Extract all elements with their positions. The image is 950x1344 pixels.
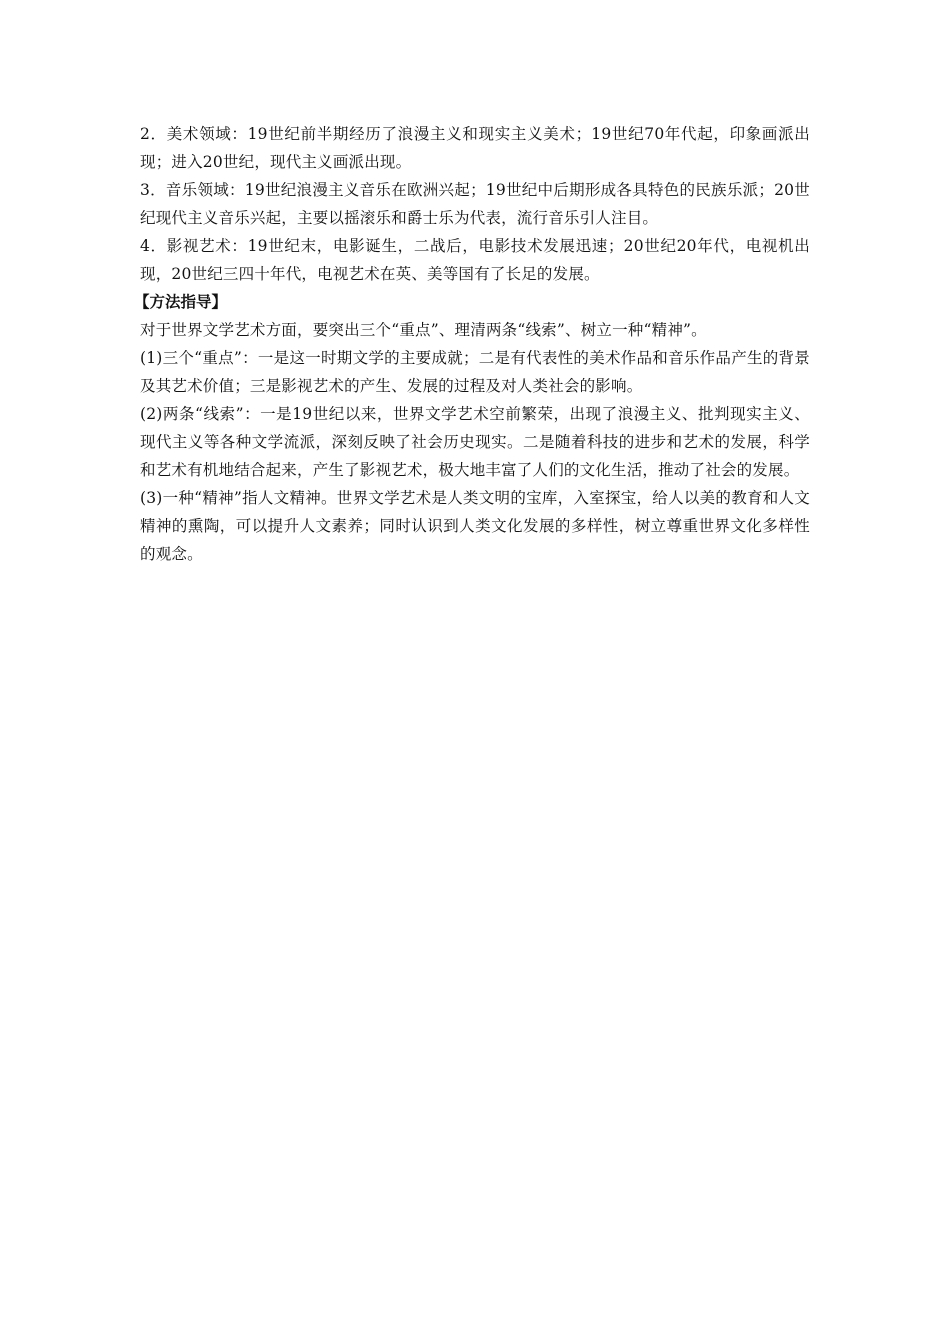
art-paragraph: 2．美术领域：19世纪前半期经历了浪漫主义和现实主义美术；19世纪70年代起，印象画派出现；进入20世纪，现代主义画派出现。 <box>140 125 810 171</box>
method-intro: 对于世界文学艺术方面，要突出三个“重点”、理清两条“线索”、树立一种“精神”。 <box>140 321 707 339</box>
film-paragraph: 4．影视艺术：19世纪末，电影诞生，二战后，电影技术发展迅速；20世纪20年代，电视机出现，20世纪三四十年代，电视艺术在英、美等国有了长足的发展。 <box>140 237 810 283</box>
document-body <box>134 120 810 568</box>
method-point-focus: (1)三个“重点”：一是这一时期文学的主要成就；二是有代表性的美术作品和音乐作品产生的背景及其艺术价值；三是影视艺术的产生、发展的过程及对人类社会的影响。 <box>140 349 810 395</box>
music-paragraph: 3．音乐领域：19世纪浪漫主义音乐在欧洲兴起；19世纪中后期形成各具特色的民族乐派；20世纪现代主义音乐兴起，主要以摇滚乐和爵士乐为代表，流行音乐引人注目。 <box>140 181 810 227</box>
method-heading: 【方法指导】 <box>134 292 228 311</box>
method-point-spirit: (3)一种“精神”指人文精神。世界文学艺术是人类文明的宝库，入室探宝，给人以美的教育和人文精神的熏陶，可以提升人文素养；同时认识到人类文化发展的多样性，树立尊重世界文化多样性的观念。 <box>140 489 810 563</box>
method-point-clues: (2)两条“线索”：一是19世纪以来，世界文学艺术空前繁荣，出现了浪漫主义、批判现实主义、现代主义等各种文学流派，深刻反映了社会历史现实。二是随着科技的进步和艺术的发展，科学和艺术有机地结合起来，产生了影视艺术，极大地丰富了人们的文化生活，推动了社会的发展。 <box>140 405 810 479</box>
